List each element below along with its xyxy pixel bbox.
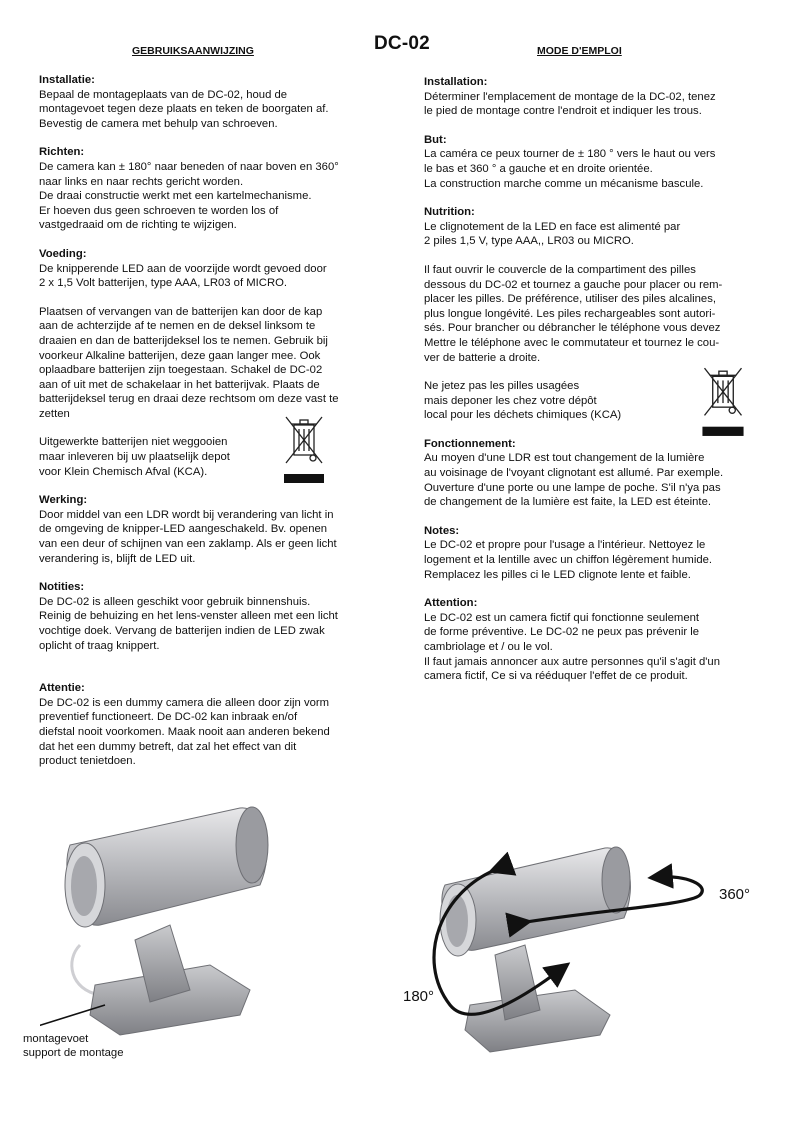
fr-section-piles <box>424 263 769 365</box>
nl-recycle-notice <box>39 435 379 479</box>
fr-heading: MODE D'EMPLOI <box>537 45 622 57</box>
nl-section-body: Bepaal de montageplaats van de DC-02, houd de montagevoet tegen deze plaats en teken de boorgaten af. Bevestig de camera met behulp van schroeven. <box>39 88 329 130</box>
nl-column <box>39 73 379 783</box>
nl-section-richten <box>39 145 379 233</box>
nl-section-body: De camera kan ± 180° naar beneden of naar boven en 360° naar links en naar rechts gericht worden. De draai constructie werkt met een kartelmechanisme. Er hoeven dus geen schroeven te worden los of vastgedraaid om de richting te wijzigen. <box>39 160 339 232</box>
camera-illustration-left <box>40 790 340 1050</box>
fr-section-title: Installation: <box>424 76 488 88</box>
nl-section-body: De DC-02 is alleen geschikt voor gebruik binnenshuis. Reinig de behuizing en het lens-venster alleen met een licht vochtige doek. Vervang de batterijen indien de LED zwak oplicht of traag knippert. <box>39 595 338 652</box>
camera-illustration-right <box>400 830 760 1080</box>
fr-section-fonctionnement <box>424 437 769 510</box>
fr-section-title: Fonctionnement: <box>424 437 516 450</box>
fr-section-body: Le DC-02 et propre pour l'usage a l'intérieur. Nettoyez le logement et la lentille avec un chiffon légèrement humide. Remplacez les pilles ci le LED clignote lente et faible. <box>424 539 713 581</box>
fr-section-title: Attention: <box>424 597 478 610</box>
rotation-180-label: 180° <box>403 988 435 1005</box>
nl-section-title: Attentie: <box>39 682 85 695</box>
nl-heading: GEBRUIKSAANWIJZING <box>132 45 254 57</box>
nl-section-title: Voeding: <box>39 247 87 260</box>
mounting-base-label: montagevoet support de montage <box>23 1033 124 1059</box>
fr-section-but <box>424 133 769 191</box>
nl-section-title: Installatie: <box>39 74 95 86</box>
fr-section-body: Le clignotement de la LED en face est alimenté par 2 piles 1,5 V, type AAA,, LR03 ou MICRO. <box>424 220 681 248</box>
nl-section-title: Notities: <box>39 581 85 594</box>
fr-section-body: La caméra ce peux tourner de ± 180 ° vers le haut ou vers le bas et 360 ° a gauche et en droite orientée. La construction marche comme un mécanisme bascule. <box>424 148 716 190</box>
document-title: DC-02 <box>374 33 430 54</box>
nl-section-body: Plaatsen of vervangen van de batterijen kan door de kap aan de achterzijde af te nemen en de deksel linksom te draaien en dan de batterijdeksel los te nemen. Gebruik bij voorkeur Alkaline batterijen, deze gaan langer mee. Ook oplaadbare batterijen zijn toegestaan. Schakel de DC-02 aan of uit met de schakelaar in het batterijvak. Plaats de batterijdeksel terug en draai deze rechtsom om deze vast te zetten <box>39 305 339 420</box>
nl-section-attentie <box>39 681 379 769</box>
nl-section-body: Door middel van een LDR wordt bij verandering van licht in de omgeving de knipper-LED aangeschakeld. Bv. openen van een deur of schijnen van een zaklamp. Als er geen licht verandering is, blijft de LED uit. <box>39 508 337 565</box>
fr-section-installation <box>424 75 769 119</box>
fr-section-body: Il faut ouvrir le couvercle de la compartiment des pilles dessous du DC-02 et tournez a gauche pour placer ou rem- placer les pilles. De préférence, utiliser des piles alcalines, plus longue longévité. Les piles rechargeables sont autori- sés. Pour brancher ou débrancher le téléphone vous devez Mettre le téléphone avec le commutateur et tournez le cou- ver de batterie a droite. <box>424 263 723 364</box>
fr-section-title: Notes: <box>424 524 460 537</box>
fr-section-attention <box>424 596 769 684</box>
crossed-bin-icon <box>700 364 746 438</box>
nl-section-werking <box>39 493 379 566</box>
fr-section-body: Déterminer l'emplacement de montage de la DC-02, tenez le pied de montage contre l'endroit et indiquer les trous. <box>424 90 716 118</box>
fr-section-title: Nutrition: <box>424 206 475 219</box>
nl-section-notities <box>39 580 379 653</box>
crossed-bin-icon <box>282 413 326 485</box>
nl-section-title: Richten: <box>39 146 85 159</box>
fr-section-nutrition <box>424 205 769 249</box>
fr-section-title: But: <box>424 133 447 146</box>
fr-section-body: Au moyen d'une LDR est tout changement de la lumière au voisinage de l'voyant clignotant est allumé. Par exemple. Ouverture d'une porte ou une lampe de poche. S'il n'ya pas de changement de la lumière est faite, la LED est éteinte. <box>424 452 724 509</box>
fr-section-body: Le DC-02 est un camera fictif qui fonctionne seulement de forme préventive. Le DC-02 ne peux pas prévenir le cambriolage et / ou le vol. Il faut jamais annoncer aux autre personnes qu'il s'agit d'un camera fictif, Ce si va rééduquer l'effet de ce produit. <box>424 611 720 683</box>
nl-section-body: De knipperende LED aan de voorzijde wordt gevoed door 2 x 1,5 Volt batterijen, type AAA, LR03 of MICRO. <box>39 262 327 290</box>
nl-section-batterijen <box>39 305 379 422</box>
nl-recycle-text: Uitgewerkte batterijen niet weggooien maar inleveren bij uw plaatselijk depot voor Klein Chemisch Afval (KCA). <box>39 436 230 478</box>
fr-recycle-text: Ne jetez pas les pilles usagées mais deponer les chez votre dépôt local pour les déchets chimiques (KCA) <box>424 380 622 422</box>
nl-section-body: De DC-02 is een dummy camera die alleen door zijn vorm preventief functioneert. De DC-02 kan inbraak en/of diefstal nooit voorkomen. Maak nooit aan anderen bekend dat het een dummy betreft, dat zal het effect van dit product tenietdoen. <box>39 696 330 768</box>
fr-section-notes <box>424 524 769 582</box>
rotation-360-label: 360° <box>719 886 751 903</box>
nl-section-voeding <box>39 247 379 291</box>
nl-section-installatie <box>39 73 379 131</box>
nl-section-title: Werking: <box>39 494 88 507</box>
